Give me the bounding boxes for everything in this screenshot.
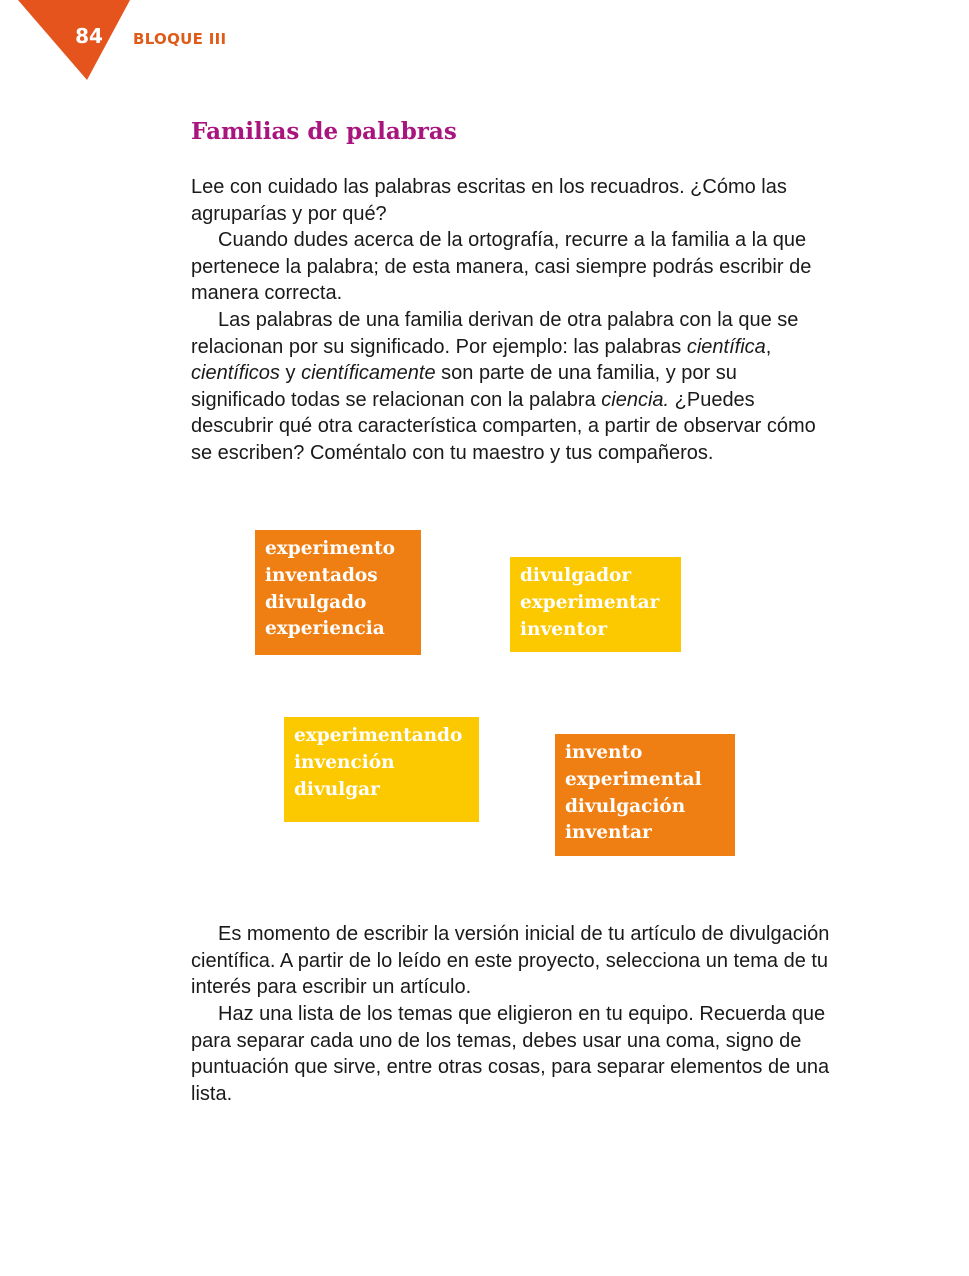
closing-paragraph-1: Es momento de escribir la versión inicial de tu artículo de divulgación científica. A partir de lo leído en este proyecto, selecciona un tema de tu interés para escribir un artículo. [191,923,830,999]
section-title: Familias de palabras [191,118,457,145]
box-word: invención [294,751,395,773]
box-word: inventor [520,618,608,640]
intro-paragraph-2: Cuando dudes acerca de la ortografía, recurre a la familia a la que pertenece la palabra; de esta manera, casi siempre podrás escribir de manera correcta. [191,229,812,305]
box-word: experimentar [520,591,660,613]
box-word: experimental [565,768,702,790]
page-number: 84 [75,24,103,48]
box-word: divulgado [265,591,367,613]
example-word: ciencia. [601,388,670,411]
word-box-1 [255,530,421,655]
box-word: divulgador [520,565,632,586]
box-word: inventados [265,564,378,586]
intro-paragraph-3: Las palabras de una familia derivan de otra palabra con la que se relacionan por su significado. Por ejemplo: las palabras científica, científicos y científicamente son parte de una familia, y por su significado todas se relacionan con la palabra ciencia. ¿Puedes descubrir qué otra característica comparten, a partir de observar cómo se escriben? Coméntalo con tu maestro y tus compañeros. [191,309,816,464]
word-box-3 [284,717,479,822]
box-word: divulgar [294,778,380,800]
box-word: divulgación [565,795,686,817]
box-word: experiencia [265,618,385,640]
box-word: experimento [265,538,395,559]
example-word: científica [686,335,766,358]
example-word: científicos [191,362,280,385]
word-box-2 [510,557,681,652]
word-box-4 [555,734,735,856]
closing-paragraph-2: Haz una lista de los temas que eligieron en tu equipo. Recuerda que para separar cada uno de los temas, debes usar una coma, signo de puntuación que sirve, entre otras cosas, para separar elementos de una lista. [191,1003,830,1105]
example-word: científicamente [301,362,436,385]
box-word: inventar [565,822,652,844]
section-label: BLOQUE III [133,30,227,48]
box-word: experimentando [294,725,463,746]
box-word: invento [565,742,643,763]
intro-paragraph-1: Lee con cuidado las palabras escritas en los recuadros. ¿Cómo las agruparías y por qué? [191,176,787,225]
